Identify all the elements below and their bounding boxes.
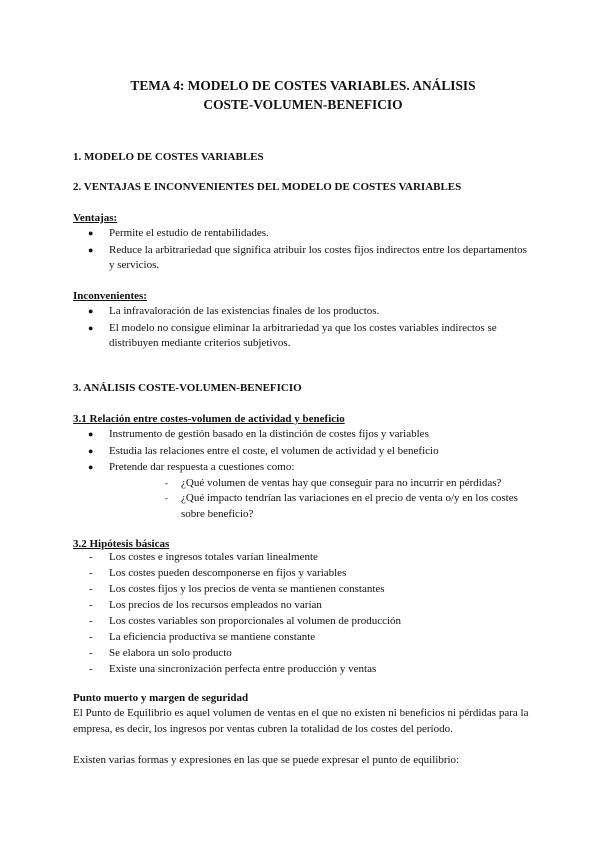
bullet-icon: ● bbox=[88, 228, 94, 238]
list-item: - ¿Qué volumen de ventas hay que conseguir para no incurrir en pérdidas? bbox=[145, 476, 533, 492]
dash-icon: - bbox=[89, 647, 93, 659]
bullet-icon: ● bbox=[88, 322, 94, 333]
list-item: - Los costes variables son proporcionales al volumen de producción bbox=[73, 614, 533, 630]
section-2-heading: 2. VENTAJAS E INCONVENIENTES DEL MODELO DE COSTES VARIABLES bbox=[73, 181, 462, 193]
list-item: ● Permite el estudio de rentabilidades. bbox=[73, 226, 533, 242]
dash-icon: - bbox=[89, 599, 93, 611]
list-item: - Se elabora un solo producto bbox=[73, 646, 533, 662]
questions-list bbox=[109, 476, 533, 523]
ventajas-label: Ventajas: bbox=[73, 212, 118, 224]
list-item: ● La infravaloración de las existencias finales de los productos. bbox=[73, 304, 533, 320]
title-line-2: COSTE-VOLUMEN-BENEFICIO bbox=[203, 97, 403, 112]
section-3-1-label: 3.1 Relación entre costes-volumen de actividad y beneficio bbox=[73, 413, 345, 425]
title-line-1: TEMA 4: MODELO DE COSTES VARIABLES. ANÁLISIS bbox=[130, 78, 476, 93]
dash-icon: - bbox=[165, 493, 168, 503]
section-3-heading: 3. ANÁLISIS COSTE-VOLUMEN-BENEFICIO bbox=[73, 382, 302, 394]
section-3-2-label: 3.2 Hipótesis básicas bbox=[73, 538, 170, 550]
list-item: - Los costes pueden descomponerse en fijos y variables bbox=[73, 566, 533, 582]
list-item: - Los costes e ingresos totales varían linealmente bbox=[73, 550, 533, 566]
section-3-1-list bbox=[73, 427, 533, 523]
list-item: ● Pretende dar respuesta a cuestiones como: - ¿Qué volumen de ventas hay que conseguir para no incurrir en pérdidas? - ¿Qué impacto tendrían las variaciones en el precio de venta o/y en los costes sobre beneficio? bbox=[73, 460, 533, 522]
ventajas-list bbox=[73, 226, 533, 275]
inconvenientes-label: Inconvenientes: bbox=[73, 290, 147, 302]
dash-icon: - bbox=[89, 567, 93, 579]
bullet-icon: ● bbox=[88, 429, 94, 439]
list-item: - Existe una sincronización perfecta entre producción y ventas bbox=[73, 662, 533, 678]
list-item: ● Estudia las relaciones entre el coste, el volumen de actividad y el beneficio bbox=[73, 444, 533, 460]
bullet-icon: ● bbox=[88, 445, 94, 456]
list-item: - Los precios de los recursos empleados no varían bbox=[73, 598, 533, 614]
punto-equilibrio-paragraph: El Punto de Equilibrio es aquel volumen de ventas en el que no existen ni beneficios ni pérdidas para la empresa, es decir, los ingresos por ventas cubren la totalidad de los costes del período. bbox=[73, 707, 529, 735]
section-1-heading: 1. MODELO DE COSTES VARIABLES bbox=[73, 151, 264, 163]
inconvenientes-list bbox=[73, 304, 533, 353]
bullet-icon: ● bbox=[88, 306, 94, 316]
document-title bbox=[73, 76, 533, 114]
list-item: - ¿Qué impacto tendrían las variaciones en el precio de venta o/y en los costes sobre beneficio? bbox=[165, 492, 518, 520]
list-item: ● Reduce la arbitrariedad que significa atribuir los costes fijos indirectos entre los departamentos y servicios. bbox=[88, 243, 527, 271]
dash-icon: - bbox=[89, 583, 93, 595]
list-item: ● Instrumento de gestión basado en la distinción de costes fijos y variables bbox=[73, 427, 533, 443]
dash-icon: - bbox=[89, 615, 93, 627]
dash-icon: - bbox=[165, 477, 168, 488]
list-item: ● El modelo no consigue eliminar la arbitrariedad ya que los costes variables indirectos se distribuyen mediante criterios subjetivos. bbox=[88, 321, 497, 349]
formas-paragraph: Existen varias formas y expresiones en las que se puede expresar el punto de equilibrio: bbox=[73, 754, 460, 766]
dash-icon: - bbox=[89, 551, 93, 563]
list-item: - La eficiencia productiva se mantiene constante bbox=[73, 630, 533, 646]
dash-icon: - bbox=[89, 631, 93, 643]
list-item: - Los costes fijos y los precios de venta se mantienen constantes bbox=[73, 582, 533, 598]
bullet-icon: ● bbox=[88, 244, 94, 255]
punto-muerto-heading: Punto muerto y margen de seguridad bbox=[73, 692, 249, 704]
bullet-icon: ● bbox=[88, 462, 94, 472]
dash-icon: - bbox=[89, 663, 93, 675]
hipotesis-list bbox=[73, 550, 533, 678]
